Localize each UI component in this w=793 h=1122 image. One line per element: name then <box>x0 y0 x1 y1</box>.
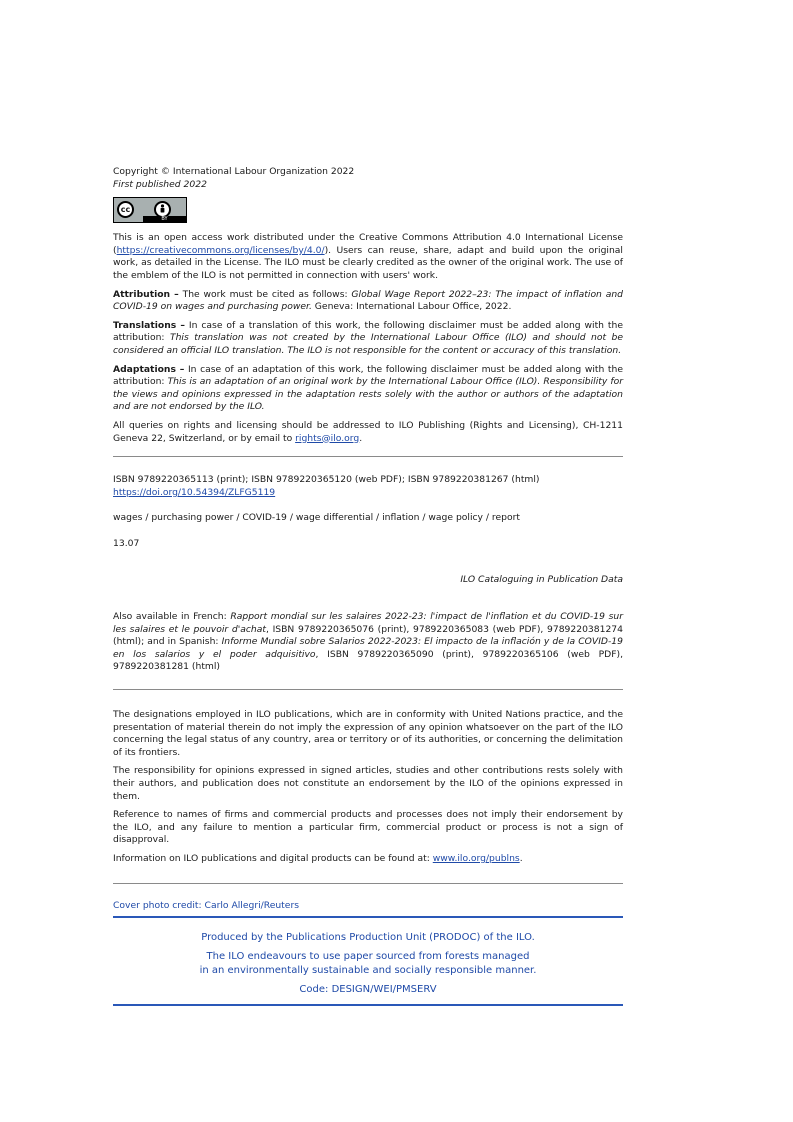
divider <box>113 883 623 884</box>
also-available-paragraph: Also available in French: Rapport mondial sur les salaires 2022-23: l'impact de l'inflation et du COVID-19 sur les salaires et le pouvoir d'achat, ISBN 9789220365076 (print), 9789220365083 (web PDF), 9789220381274 (html); and in Spanish: Informe Mundial sobre Salarios 2022-2023: El impacto de la inflación y de la COVID-19 en los salarios y el poder adquisitivo, ISBN 9789220365090 (print), 9789220365106 (web PDF), 9789220381281 (html) <box>113 611 624 673</box>
production-line-3: in an environmentally sustainable and socially responsible manner. <box>199 965 537 976</box>
cc-icon: cc <box>117 201 134 218</box>
cc-by-license-badge <box>113 197 187 223</box>
classification-number: 13.07 <box>113 537 140 549</box>
by-label: BY <box>143 216 186 222</box>
doi-line <box>113 487 623 500</box>
info-paragraph: Information on ILO publications and digital products can be found at: www.ilo.org/publns. <box>113 852 523 864</box>
copyright-line: Copyright © International Labour Organization 2022 <box>113 166 355 177</box>
translations-paragraph: Translations – In case of a translation of this work, the following disclaimer must be added along with the attribution: This translation was not created by the International Labour Office (ILO) and should not be considered an official ILO translation. The ILO is not responsible for the content or accuracy of this translation. <box>113 319 623 356</box>
production-box <box>113 916 623 1006</box>
rights-email-link[interactable]: rights@ilo.org <box>295 432 360 444</box>
copyright-page <box>113 166 623 912</box>
reference-paragraph: Reference to names of firms and commercial products and processes does not imply their endorsement by the ILO, and any failure to mention a particular firm, commercial product or process is not a sign of disapproval. <box>113 809 623 846</box>
cover-photo-credit: Cover photo credit: Carlo Allegri/Reuters <box>113 899 300 911</box>
publns-link[interactable]: www.ilo.org/publns <box>432 852 520 864</box>
divider <box>113 689 623 690</box>
license-paragraph: This is an open access work distributed under the Creative Commons Attribution 4.0 International License (https://creativecommons.org/licenses/by/4.0/). Users can reuse, share, adapt and build upon the original work, as detailed in the License. The ILO must be clearly credited as the owner of the original work. The use of the emblem of the ILO is not permitted in connection with users' work. <box>113 232 623 281</box>
doi-link[interactable]: https://doi.org/10.54394/ZLFG5119 <box>113 486 276 498</box>
production-line-2: The ILO endeavours to use paper sourced from forests managed <box>206 951 530 962</box>
first-published: First published 2022 <box>113 178 207 190</box>
attribution-paragraph: Attribution – The work must be cited as follows: Global Wage Report 2022–23: The impact of inflation and COVID-19 on wages and purchasing power. Geneva: International Labour Office, 2022. <box>113 288 623 313</box>
adaptations-paragraph: Adaptations – In case of an adaptation of this work, the following disclaimer must be added along with the attribution: This is an adaptation of an original work by the International Labour Office (ILO). Responsibility for the views and opinions expressed in the adaptation rests solely with the author or authors of the adaptation and are not endorsed by the ILO. <box>113 363 623 413</box>
designations-paragraph: The designations employed in ILO publications, which are in conformity with United Nations practice, and the presentation of material therein do not imply the expression of any opinion whatsoever on the part of the ILO concerning the legal status of any country, area or territory or of its authorities, or concerning the delimitation of its frontiers. <box>113 709 623 758</box>
production-line-1: Produced by the Publications Production Unit (PRODOC) of the ILO. <box>201 932 535 943</box>
license-link[interactable]: https://creativecommons.org/licenses/by/4.0/ <box>116 244 325 256</box>
responsibility-paragraph: The responsibility for opinions expressed in signed articles, studies and other contributions rests solely with their authors, and publication does not constitute an endorsement by the ILO of the opinions expressed in them. <box>113 765 623 802</box>
isbn-line: ISBN 9789220365113 (print); ISBN 9789220365120 (web PDF); ISBN 9789220381267 (html) <box>113 474 540 486</box>
keywords-line: wages / purchasing power / COVID-19 / wage differential / inflation / wage policy / report <box>113 512 520 524</box>
divider <box>113 456 623 457</box>
cataloguing-line: ILO Cataloguing in Publication Data <box>460 574 623 586</box>
queries-paragraph: All queries on rights and licensing should be addressed to ILO Publishing (Rights and Licensing), CH-1211 Geneva 22, Switzerland, or by email to rights@ilo.org. <box>113 419 623 444</box>
production-code: Code: DESIGN/WEI/PMSERV <box>299 984 437 995</box>
